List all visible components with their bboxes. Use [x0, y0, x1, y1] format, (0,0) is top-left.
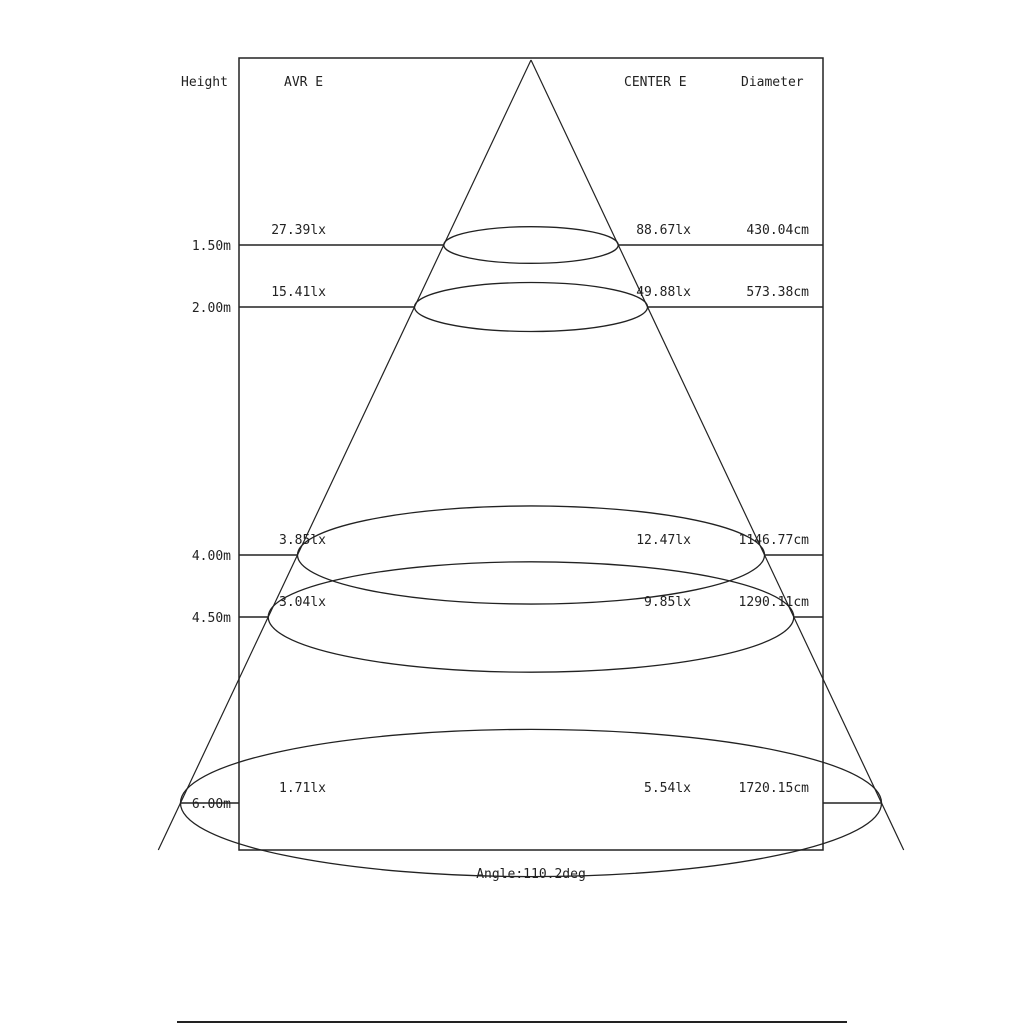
center-illuminance-label: 12.47lx: [636, 533, 691, 548]
height-label: 4.50m: [191, 611, 231, 626]
height-label: 1.50m: [191, 239, 231, 254]
diameter-label: 1720.15cm: [738, 781, 809, 796]
header-avg-illuminance: AVR E: [284, 75, 324, 90]
diameter-label: 430.04cm: [746, 223, 809, 238]
avg-illuminance-label: 1.71lx: [279, 781, 326, 796]
height-rows: [180, 223, 881, 877]
cone-edge-left: [158, 60, 531, 850]
height-label: 4.00m: [191, 549, 231, 564]
beam-ellipse: [444, 227, 619, 264]
center-illuminance-label: 5.54lx: [644, 781, 691, 796]
center-illuminance-label: 49.88lx: [636, 285, 691, 300]
header-diameter: Diameter: [741, 75, 804, 90]
height-label: 6.00m: [191, 797, 231, 812]
center-illuminance-label: 9.85lx: [644, 595, 691, 610]
header-height: Height: [181, 75, 228, 90]
height-row: [192, 223, 823, 263]
avg-illuminance-label: 15.41lx: [271, 285, 326, 300]
cone-edge-right: [531, 60, 904, 850]
diameter-label: 573.38cm: [746, 285, 809, 300]
avg-illuminance-label: 3.85lx: [279, 533, 326, 548]
diameter-label: 1290.11cm: [738, 595, 809, 610]
height-row: [180, 729, 881, 876]
center-illuminance-label: 88.67lx: [636, 223, 691, 238]
beam-ellipse: [414, 283, 647, 332]
beam-ellipse: [297, 506, 764, 604]
avg-illuminance-label: 3.04lx: [279, 595, 326, 610]
diagram-frame: [239, 58, 823, 850]
height-label: 2.00m: [191, 301, 231, 316]
beam-angle-label: Angle:110.2deg: [476, 867, 586, 882]
header-center-illuminance: CENTER E: [624, 75, 687, 90]
diameter-label: 1146.77cm: [738, 533, 809, 548]
height-row: [192, 283, 823, 332]
beam-ellipse: [268, 562, 794, 672]
beam-ellipse: [180, 729, 881, 876]
avg-illuminance-label: 27.39lx: [271, 223, 326, 238]
beam-cone: [158, 60, 903, 850]
height-row: [192, 506, 823, 604]
